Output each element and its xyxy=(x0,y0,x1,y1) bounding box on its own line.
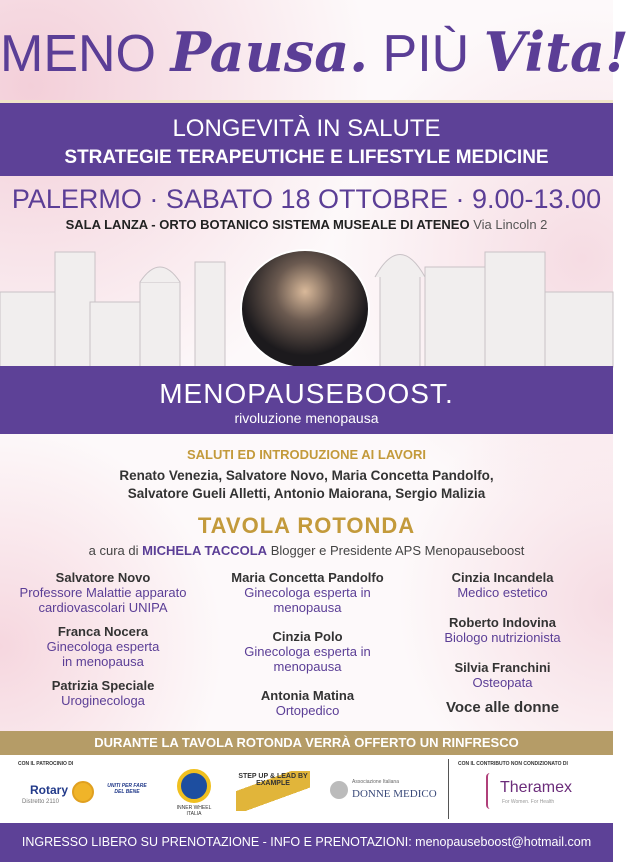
speaker xyxy=(18,678,188,708)
speaker-name: Antonia Matina xyxy=(260,688,355,703)
speakers-photo xyxy=(240,249,370,369)
saluti-line1: Renato Venezia, Salvatore Novo, Maria Concetta Pandolfo, xyxy=(119,468,494,483)
tavola-heading: TAVOLA ROTONDA xyxy=(197,513,416,538)
speaker-role: Ortopedico xyxy=(275,703,340,718)
stepup-logo: STEP UP & LEAD BY EXAMPLE xyxy=(236,771,310,811)
speaker xyxy=(243,629,373,674)
speaker xyxy=(231,570,384,615)
rotary-logo: Rotary xyxy=(30,783,69,797)
moderator xyxy=(0,543,613,558)
brand-tagline: rivoluzione menopausa xyxy=(234,410,379,426)
speaker xyxy=(420,570,585,600)
donne-medico-icon xyxy=(330,781,348,799)
cura-prefix: a cura di xyxy=(88,543,139,558)
speaker xyxy=(18,624,188,669)
speaker-name: Roberto Indovina xyxy=(449,615,556,630)
venue-name: SALA LANZA - ORTO BOTANICO SISTEMA MUSEALE DI ATENEO xyxy=(65,217,470,232)
event-venue xyxy=(0,217,613,232)
sponsors-strip xyxy=(0,755,613,823)
speaker xyxy=(18,570,188,615)
rotary-wheel-icon xyxy=(72,781,94,803)
footer-info: INGRESSO LIBERO SU PRENOTAZIONE - INFO E PRENOTAZIONI: menopauseboost@hotmail.com xyxy=(0,823,613,862)
speaker-role: Ginecologa esperta in menopausa xyxy=(244,644,371,674)
speaker-name: Cinzia Polo xyxy=(272,629,343,644)
speaker-name: Silvia Franchini xyxy=(454,660,551,675)
brand-band xyxy=(0,366,613,434)
title-piu: PIÙ xyxy=(382,25,470,83)
rinfresco-banner: DURANTE LA TAVOLA ROTONDA VERRÀ OFFERTO UN RINFRESCO xyxy=(0,731,613,755)
brand-logo: MENOPAUSEBOOST. xyxy=(159,378,454,409)
inner-wheel-label: INNER WHEEL ITALIA xyxy=(176,805,212,817)
divider xyxy=(448,759,449,819)
speaker-name: Franca Nocera xyxy=(57,624,149,639)
subtitle-line2: STRATEGIE TERAPEUTICHE E LIFESTYLE MEDICINE xyxy=(64,147,549,168)
subtitle-line1: LONGEVITÀ IN SALUTE xyxy=(172,115,441,142)
rotary-district: Distretto 2110 xyxy=(22,799,59,805)
venue-address: Via Lincoln 2 xyxy=(473,217,548,232)
saluti-names xyxy=(0,467,613,503)
speaker-role: Osteopata xyxy=(472,675,533,690)
speaker-role: Ginecologa esperta in menopausa xyxy=(244,585,371,615)
speakers-column-2 xyxy=(215,570,400,727)
speaker xyxy=(420,615,585,645)
subtitle-band xyxy=(0,100,613,176)
donne-medico-small: Associazione Italiana xyxy=(352,779,399,785)
speaker xyxy=(420,660,585,690)
voce-alle-donne: Voce alle donne xyxy=(445,699,560,716)
moderator-name: MICHELA TACCOLA xyxy=(142,543,268,558)
speaker-name: Cinzia Incandela xyxy=(451,570,554,585)
speaker-role: Biologo nutrizionista xyxy=(444,630,561,645)
theramex-icon xyxy=(486,773,494,809)
speaker-name: Patrizia Speciale xyxy=(51,678,155,693)
speaker-role: Medico estetico xyxy=(457,585,548,600)
speakers-column-3 xyxy=(420,570,585,715)
speaker xyxy=(215,688,400,718)
title-meno: MENO xyxy=(0,25,156,83)
saluti-heading: SALUTI ED INTRODUZIONE AI LAVORI xyxy=(186,447,427,462)
title-pausa: Pausa. xyxy=(170,20,369,84)
donne-medico-logo: DONNE MEDICO xyxy=(352,788,437,800)
event-datetime: PALERMO · SABATO 18 OTTOBRE · 9.00-13.00 xyxy=(11,184,602,214)
speaker-role: Uroginecologa xyxy=(61,693,145,708)
speaker-name: Salvatore Novo xyxy=(55,570,151,585)
theramex-logo: Theramex xyxy=(500,779,573,796)
contributo-label: CON IL CONTRIBUTO NON CONDIZIONATO DI xyxy=(458,761,568,767)
poster-title xyxy=(0,20,629,84)
speaker-name: Maria Concetta Pandolfo xyxy=(231,570,384,585)
speaker-role: Ginecologa esperta in menopausa xyxy=(46,639,160,669)
speakers-column-1 xyxy=(18,570,188,717)
speaker-role: Professore Malattie apparato cardiovascolari UNIPA xyxy=(19,585,187,615)
saluti-line2: Salvatore Gueli Alletti, Antonio Maiorana, Sergio Malizia xyxy=(127,486,486,501)
title-vita: Vita! xyxy=(483,20,629,84)
patrocinio-label: CON IL PATROCINIO DI xyxy=(18,761,74,767)
inner-wheel-icon xyxy=(177,769,211,803)
uniti-logo: UNITI PER FARE DEL BENE xyxy=(107,783,147,795)
theramex-tagline: For Women. For Health xyxy=(502,799,555,805)
moderator-role: Blogger e Presidente APS Menopauseboost xyxy=(270,543,525,558)
